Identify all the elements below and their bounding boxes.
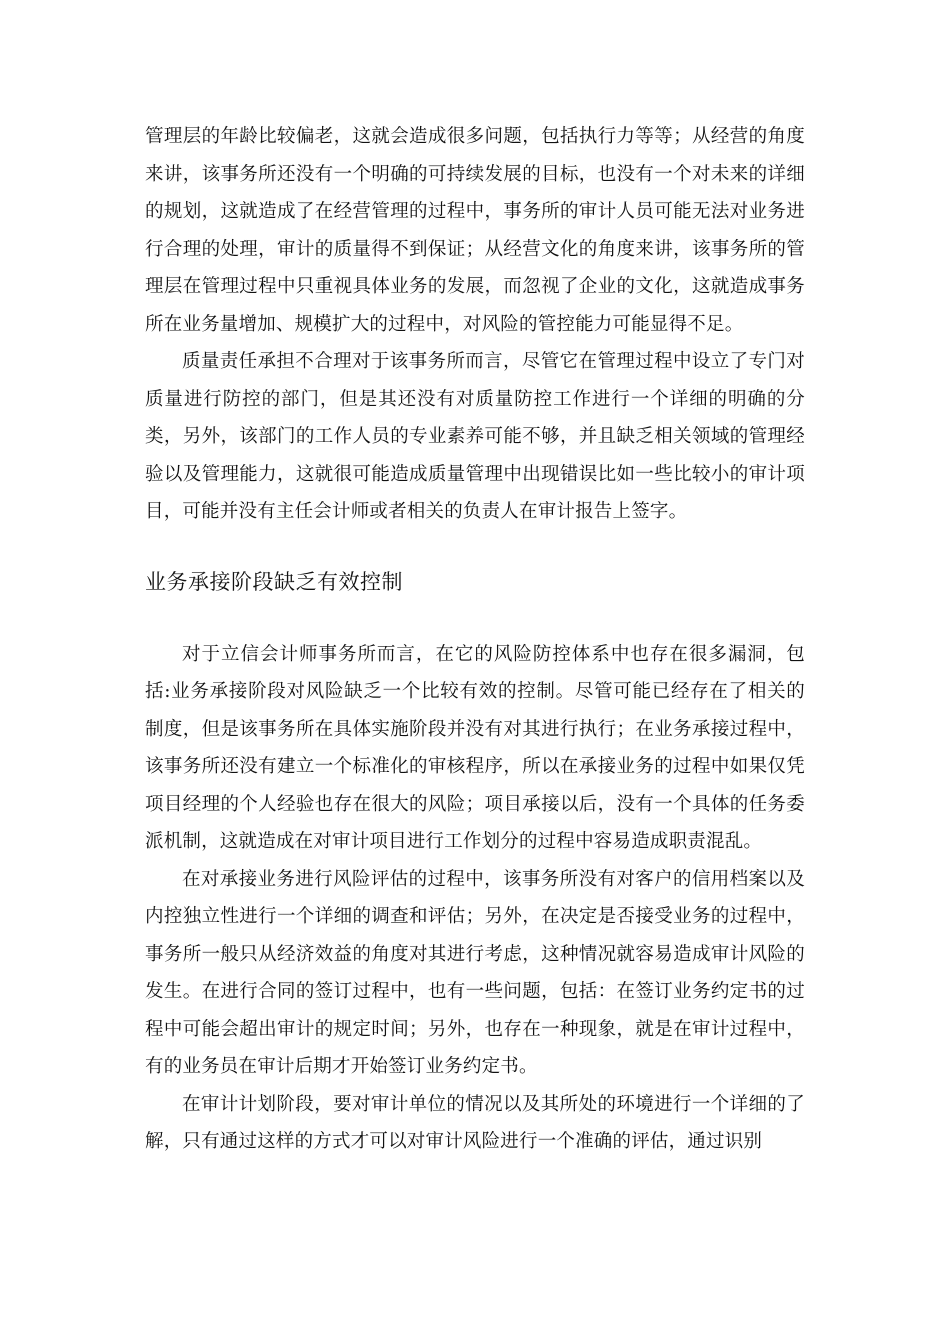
paragraph-risk-assessment: 在对承接业务进行风险评估的过程中，该事务所没有对客户的信用档案以及内控独立性进行一个详细的调查和评估；另外，在决定是否接受业务的过程中，事务所一般只从经济效益的角度对其进行考虑，这种情况就容易造成审计风险的发生。在进行合同的签订过程中，也有一些问题，包括：在签订业务约定书的过程中可能会超出审计的规定时间；另外，也存在一种现象，就是在审计过程中，有的业务员在审计后期才开始签订业务约定书。 xyxy=(145,868,805,1077)
paragraph-management-age: 管理层的年龄比较偏老，这就会造成很多问题，包括执行力等等；从经营的角度来讲，该事务所还没有一个明确的可持续发展的目标，也没有一个对未来的详细的规划，这就造成了在经营管理的过程中，事务所的审计人员可能无法对业务进行合理的处理，审计的质量得不到保证；从经营文化的角度来讲，该事务所的管理层在管理过程中只重视具体业务的发展，而忽视了企业的文化，这就造成事务所在业务量增加、规模扩大的过程中，对风险的管控能力可能显得不足。 xyxy=(145,126,805,335)
paragraph-quality-responsibility: 质量责任承担不合理对于该事务所而言，尽管它在管理过程中设立了专门对质量进行防控的部门，但是其还没有对质量防控工作进行一个详细的明确的分类，另外，该部门的工作人员的专业素养可能不够，并且缺乏相关领域的管理经验以及管理能力，这就很可能造成质量管理中出现错误比如一些比较小的审计项目，可能并没有主任会计师或者相关的负责人在审计报告上签字。 xyxy=(145,351,805,522)
paragraph-business-acceptance: 对于立信会计师事务所而言，在它的风险防控体系中也存在很多漏洞，包括:业务承接阶段对风险缺乏一个比较有效的控制。尽管可能已经存在了相关的制度，但是该事务所在具体实施阶段并没有对其进行执行；在业务承接过程中，该事务所还没有建立一个标准化的审核程序，所以在承接业务的过程中如果仅凭项目经理的个人经验也存在很大的风险；项目承接以后，没有一个具体的任务委派机制，这就造成在对审计项目进行工作划分的过程中容易造成职责混乱。 xyxy=(145,643,805,852)
document-page xyxy=(145,118,805,1161)
paragraph-audit-planning: 在审计计划阶段，要对审计单位的情况以及其所处的环境进行一个详细的了解，只有通过这样的方式才可以对审计风险进行一个准确的评估，通过识别 xyxy=(145,1093,805,1152)
section-heading: 业务承接阶段缺乏有效控制 xyxy=(145,569,403,594)
